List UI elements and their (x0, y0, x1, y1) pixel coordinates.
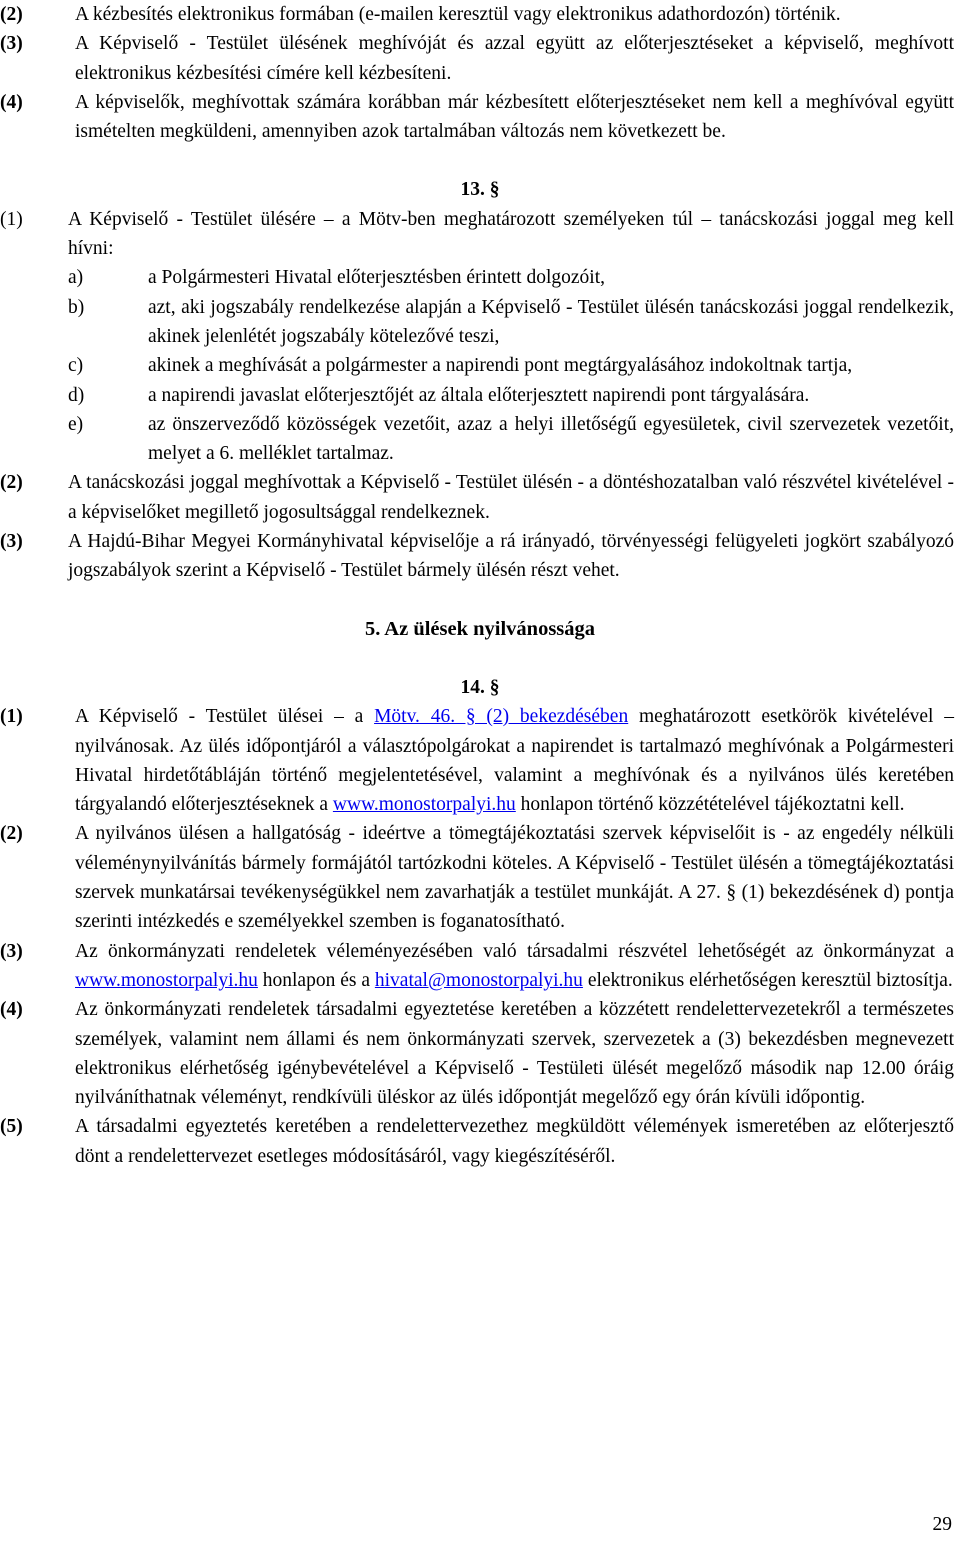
list-item-text: akinek a meghívását a polgármester a napirendi pont megtárgyalásához indokoltnak tartja, (148, 355, 853, 377)
paragraph-number: (4) (0, 91, 23, 113)
text-run: Az önkormányzati rendeletek véleményezésében való társadalmi részvétel lehetőségét az önkormányzat a (75, 940, 954, 962)
paragraph-number: (5) (0, 1116, 23, 1138)
list-item (68, 351, 960, 380)
list-item (68, 263, 960, 292)
paragraph (0, 88, 960, 147)
paragraph-text: A társadalmi egyeztetés keretében a rendelettervezethez megküldött vélemények ismeretében az előterjesztő dönt a rendelettervezet esetleges módosításáról, vagy kiegészítéséről. (75, 1116, 954, 1167)
paragraph-text: A Képviselő - Testület ülésének meghívóját és azzal együtt az előterjesztéseket a képviselő, meghívott elektronikus kézbesítési címére kell kézbesíteni. (75, 33, 954, 84)
list-item-label: c) (68, 355, 84, 377)
paragraph-number: (3) (0, 531, 23, 553)
paragraph-text: A Képviselő - Testület ülésére – a Mötv-ben meghatározott személyeken túl – tanácskozási joggal meg kell hívni: (68, 208, 954, 260)
paragraph (0, 205, 960, 264)
list-item-text: azt, aki jogszabály rendelkezése alapján a Képviselő - Testület ülésén tanácskozási joggal rendelkezik, akinek jelenlétét jogszabály kötelezővé teszi, (148, 296, 954, 347)
paragraph (0, 29, 960, 88)
paragraph-number: (3) (0, 33, 23, 55)
paragraph-number: (3) (0, 940, 23, 962)
paragraph-number: (4) (0, 999, 23, 1021)
email-link[interactable]: hivatal@monostorpalyi.hu (374, 969, 583, 991)
paragraph-text (75, 702, 954, 819)
paragraph-text: A nyilvános ülésen a hallgatóság - ideértve a tömegtájékoztatási szervek képviselőit is - az engedély nélküli véleménynyilvánítás bármely formájától tartózkodni köteles. A Képviselő - Testület ülésén a tömegtájékoztatási szervek munkatársai tevékenységükkel nem zavarhatják a testület munkáját. A 27. § (1) bekezdésének d) pontja szerinti intézkedés e személyekkel szemben is foganatosítható. (75, 823, 954, 933)
text-run: meghatározott esetkörök kivételével – nyilvánosak. Az ülés időpontjáról a választópolgárokat a napirendet is tartalmazó meghívónak a Polgármesteri Hivatal hirdetőtábláján történő megjelentetésével, valamint a meghívónak és a nyilvános ülés keretében tárgyalandó előterjesztéseknek a (75, 706, 955, 816)
text-run: A Képviselő - Testület ülései – a (75, 706, 375, 728)
paragraph (0, 819, 960, 936)
paragraph-number: (2) (0, 472, 23, 494)
paragraph (0, 937, 960, 996)
paragraph-text (75, 937, 954, 996)
page-number: 29 (932, 1514, 952, 1535)
list-item (68, 293, 960, 352)
paragraph-number: (1) (0, 208, 23, 230)
paragraph-text: A Hajdú-Bihar Megyei Kormányhivatal képviselője a rá irányadó, törvényességi felügyeleti jogkört szabályozó jogszabályok szerint a Képviselő - Testület bármely ülésén részt vehet. (68, 531, 954, 582)
website-link[interactable]: www.monostorpalyi.hu (332, 794, 516, 816)
list-item (68, 410, 960, 469)
law-reference-link[interactable]: Mötv. 46. § (2) bekezdésében (374, 706, 629, 728)
paragraph (0, 702, 960, 819)
paragraph-text: A tanácskozási joggal meghívottak a Képviselő - Testület ülésén - a döntéshozatalban való részvétel kivételével - a képviselőket megillető jogosultsággal rendelkeznek. (68, 472, 954, 523)
list-item-text: az önszerveződő közösségek vezetőit, azaz a helyi illetőségű egyesületek, civil szervezetek vezetőit, melyet a 6. melléklet tartalmaz. (148, 413, 954, 465)
section-heading-14: 14. § (460, 676, 500, 698)
chapter-title: 5. Az ülések nyilvánossága (364, 617, 596, 640)
paragraph (0, 995, 960, 1112)
section-heading-13: 13. § (460, 179, 500, 201)
list-item-label: a) (68, 267, 84, 289)
list-item-text: a Polgármesteri Hivatal előterjesztésben érintett dolgozóit, (148, 267, 606, 289)
paragraph-number: (2) (0, 4, 23, 25)
paragraph-number: (1) (0, 706, 23, 728)
list-item-label: e) (68, 413, 84, 435)
list-item-label: b) (68, 296, 85, 318)
text-run: elektronikus elérhetőségen keresztül biztosítja. (582, 969, 953, 991)
paragraph-text: A kézbesítés elektronikus formában (e-mailen keresztül vagy elektronikus adathordozón) történik. (75, 4, 841, 25)
paragraph (0, 0, 960, 29)
list-item-text: a napirendi javaslat előterjesztőjét az általa előterjesztett napirendi pont tárgyalására. (148, 384, 810, 406)
paragraph (0, 468, 960, 527)
text-run: honlapon történő közzétételével tájékoztatni kell. (515, 794, 905, 816)
paragraph-number: (2) (0, 823, 23, 845)
text-run: honlapon és a (257, 969, 375, 991)
list-item (68, 381, 960, 410)
paragraph-text: Az önkormányzati rendeletek társadalmi egyeztetése keretében a közzétett rendelettervezetekről a természetes személyek, valamint nem állami és nem önkormányzati szervek, szervezetek a (3) bekezdésben megnevezett elektronikus elérhetőség igénybevételével a Képviselő - Testületi ülését megelőző második nap 12.00 óráig nyilváníthatnak véleményt, rendkívüli üléskor az ülés időpontját megelőző egy órán kívüli időpontig. (75, 999, 954, 1109)
paragraph-text: A képviselők, meghívottak számára korábban már kézbesített előterjesztéseket nem kell a meghívóval együtt ismételten megküldeni, amennyiben azok tartalmában változás nem következett be. (75, 91, 954, 143)
website-link[interactable]: www.monostorpalyi.hu (75, 969, 258, 991)
list-item-label: d) (68, 384, 85, 406)
paragraph (0, 1112, 960, 1171)
paragraph (0, 527, 960, 586)
